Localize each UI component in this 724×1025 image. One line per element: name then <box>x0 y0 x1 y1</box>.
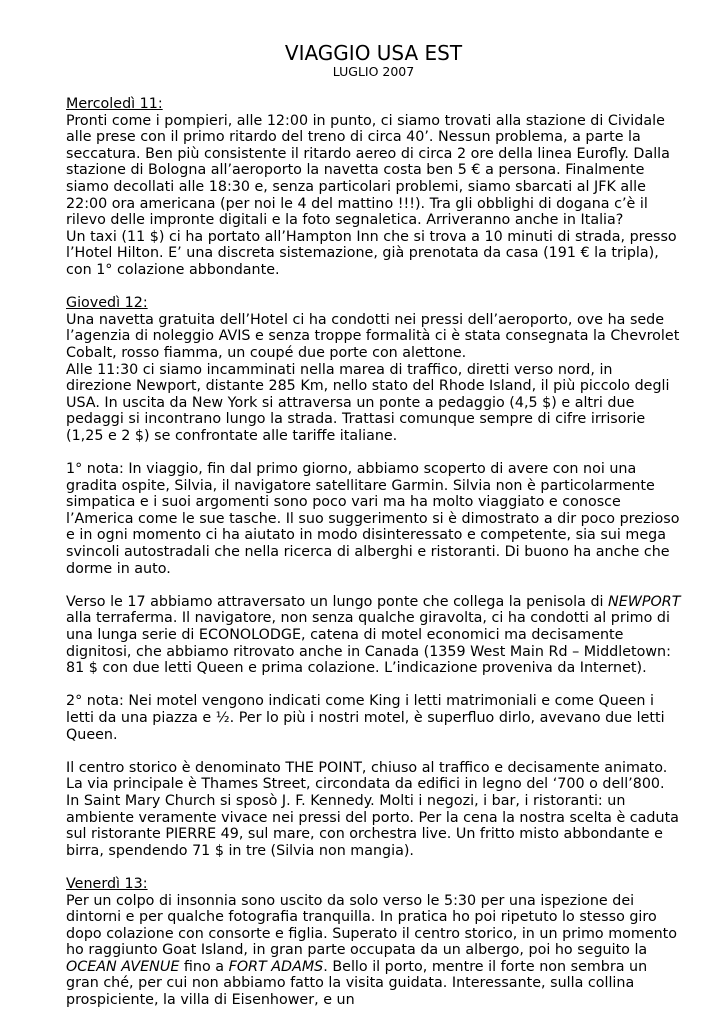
section-mercoledi <box>66 96 681 279</box>
paragraph: Alle 11:30 ci siamo incamminati nella marea di traffico, diretti verso nord, in direzione Newport, distante 285 Km, nello stato del Rhode Island, il più piccolo degli USA. In uscita da New York si attraversa un ponte a pedaggio (4,5 $) e altri due pedaggi si incontrano lungo la strada. Trattasi comunque sempre di cifre irrisorie (1,25 e 2 $) se confrontate alle tariffe italiane. <box>66 361 670 444</box>
text-run: . Bello il porto, mentre il forte non sembra un gran ché, per cui non abbiamo fatto la visita guidata. Interessante, sulla collina prospiciente, la villa di Eisenhower, e un <box>66 958 648 1009</box>
document-subtitle: LUGLIO 2007 <box>332 64 415 79</box>
note-paragraph: 2° nota: Nei motel vengono indicati come King i letti matrimoniali e come Queen i letti da una piazza e ½. Per lo più i nostri motel, è superfluo dirlo, avevano due letti Queen. <box>66 693 665 743</box>
note-paragraph: 1° nota: In viaggio, fin dal primo giorno, abbiamo scoperto di avere con noi una gradita ospite, Silvia, il navigatore satellitare Garmin. Silvia non è particolarmente simpatica e i suoi argomenti sono poco vari ma ha molto viaggiato e conosce l’America come le sue tasche. Il suo suggerimento si è dimostrato a dir poco prezioso e in ogni momento ci ha aiutato in modo disinteressato e competente, sia sui mega svincoli autostradali che nella ricerca di alberghi e ristoranti. Di buono ha anche che dorme in auto. <box>66 461 680 577</box>
paragraph: Pronti come i pompieri, alle 12:00 in punto, ci siamo trovati alla stazione di Cividale alle prese con il primo ritardo del treno di circa 40’. Nessun problema, a parte la seccatura. Ben più consistente il ritardo aereo di circa 2 ore della linea Eurofly. Dalla stazione di Bologna all’aeroporto la navetta costa ben 5 € a persona. Finalmente siamo decollati alle 18:30 e, senza particolari problemi, siamo sbarcati al JFK alle 22:00 ora americana (per noi le 4 del mattino !!!). Tra gli obblighi di dogana c’è il rilevo delle impronte digitali e la foto segnaletica. Arriveranno anche in Italia? <box>66 112 670 229</box>
paragraph <box>66 594 681 677</box>
paragraph <box>66 893 681 1009</box>
text-run: alla terraferma. Il navigatore, non senza qualche giravolta, ci ha condotti al primo di una lunga serie di ECONOLODGE, catena di motel economici ma decisamente dignitosi, che abbiamo ritrovato anche in Canada (1359 West Main Rd – Middletown: 81 $ con due letti Queen e prima colazione. L’indicazione proveniva da Internet). <box>66 610 671 677</box>
section-heading: Giovedì 12: <box>66 295 148 312</box>
paragraph: Il centro storico è denominato THE POINT, chiuso al traffico e decisamente animato. La via principale è Thames Street, circondata da edifici in legno del ‘700 o dell’800. In Saint Mary Church si sposò J. F. Kennedy. Molti i negozi, i bar, i ristoranti: un ambiente veramente vivace nei pressi del porto. Per la cena la nostra scelta è caduta sul ristorante PIERRE 49, sul mare, con orchestra live. Un fritto misto abbondante e birra, spendendo 71 $ in tre (Silvia non mangia). <box>66 759 679 859</box>
document-title: VIAGGIO USA EST <box>284 41 463 65</box>
emphasis-text: OCEAN AVENUE <box>66 958 180 975</box>
paragraph: Una navetta gratuita dell’Hotel ci ha condotti nei pressi dell’aeroporto, ove ha sede l’agenzia di noleggio AVIS e senza troppe formalità ci è stata consegnata la Chevrolet Cobalt, rosso fiamma, un coupé due porte con alettone. <box>66 311 680 361</box>
emphasis-text: NEWPORT <box>608 593 681 610</box>
emphasis-text: FORT ADAMS <box>228 958 324 975</box>
text-run: Verso le 17 abbiamo attraversato un lungo ponte che collega la penisola di <box>66 593 609 610</box>
section-venerdi <box>66 876 681 1009</box>
section-heading: Venerdì 13: <box>66 875 148 892</box>
section-heading: Mercoledì 11: <box>66 96 163 112</box>
text-run: Per un colpo di insonnia sono uscito da solo verso le 5:30 per una ispezione dei dintorni e per qualche fotografia tranquilla. In pratica ho poi ripetuto lo stesso giro dopo colazione con consorte e figlia. Superato il centro storico, in un primo momento ho raggiunto Goat Island, in gran parte occupata da un albergo, poi ho seguito la <box>66 892 678 959</box>
section-giovedi <box>66 295 681 859</box>
paragraph: Un taxi (11 $) ci ha portato all’Hampton Inn che si trova a 10 minuti di strada, presso l’Hotel Hilton. E’ una discreta sistemazione, già prenotata da casa (191 € la tripla), con 1° colazione abbondante. <box>66 228 677 278</box>
document-page <box>66 42 681 1025</box>
text-run: fino a <box>179 958 229 975</box>
